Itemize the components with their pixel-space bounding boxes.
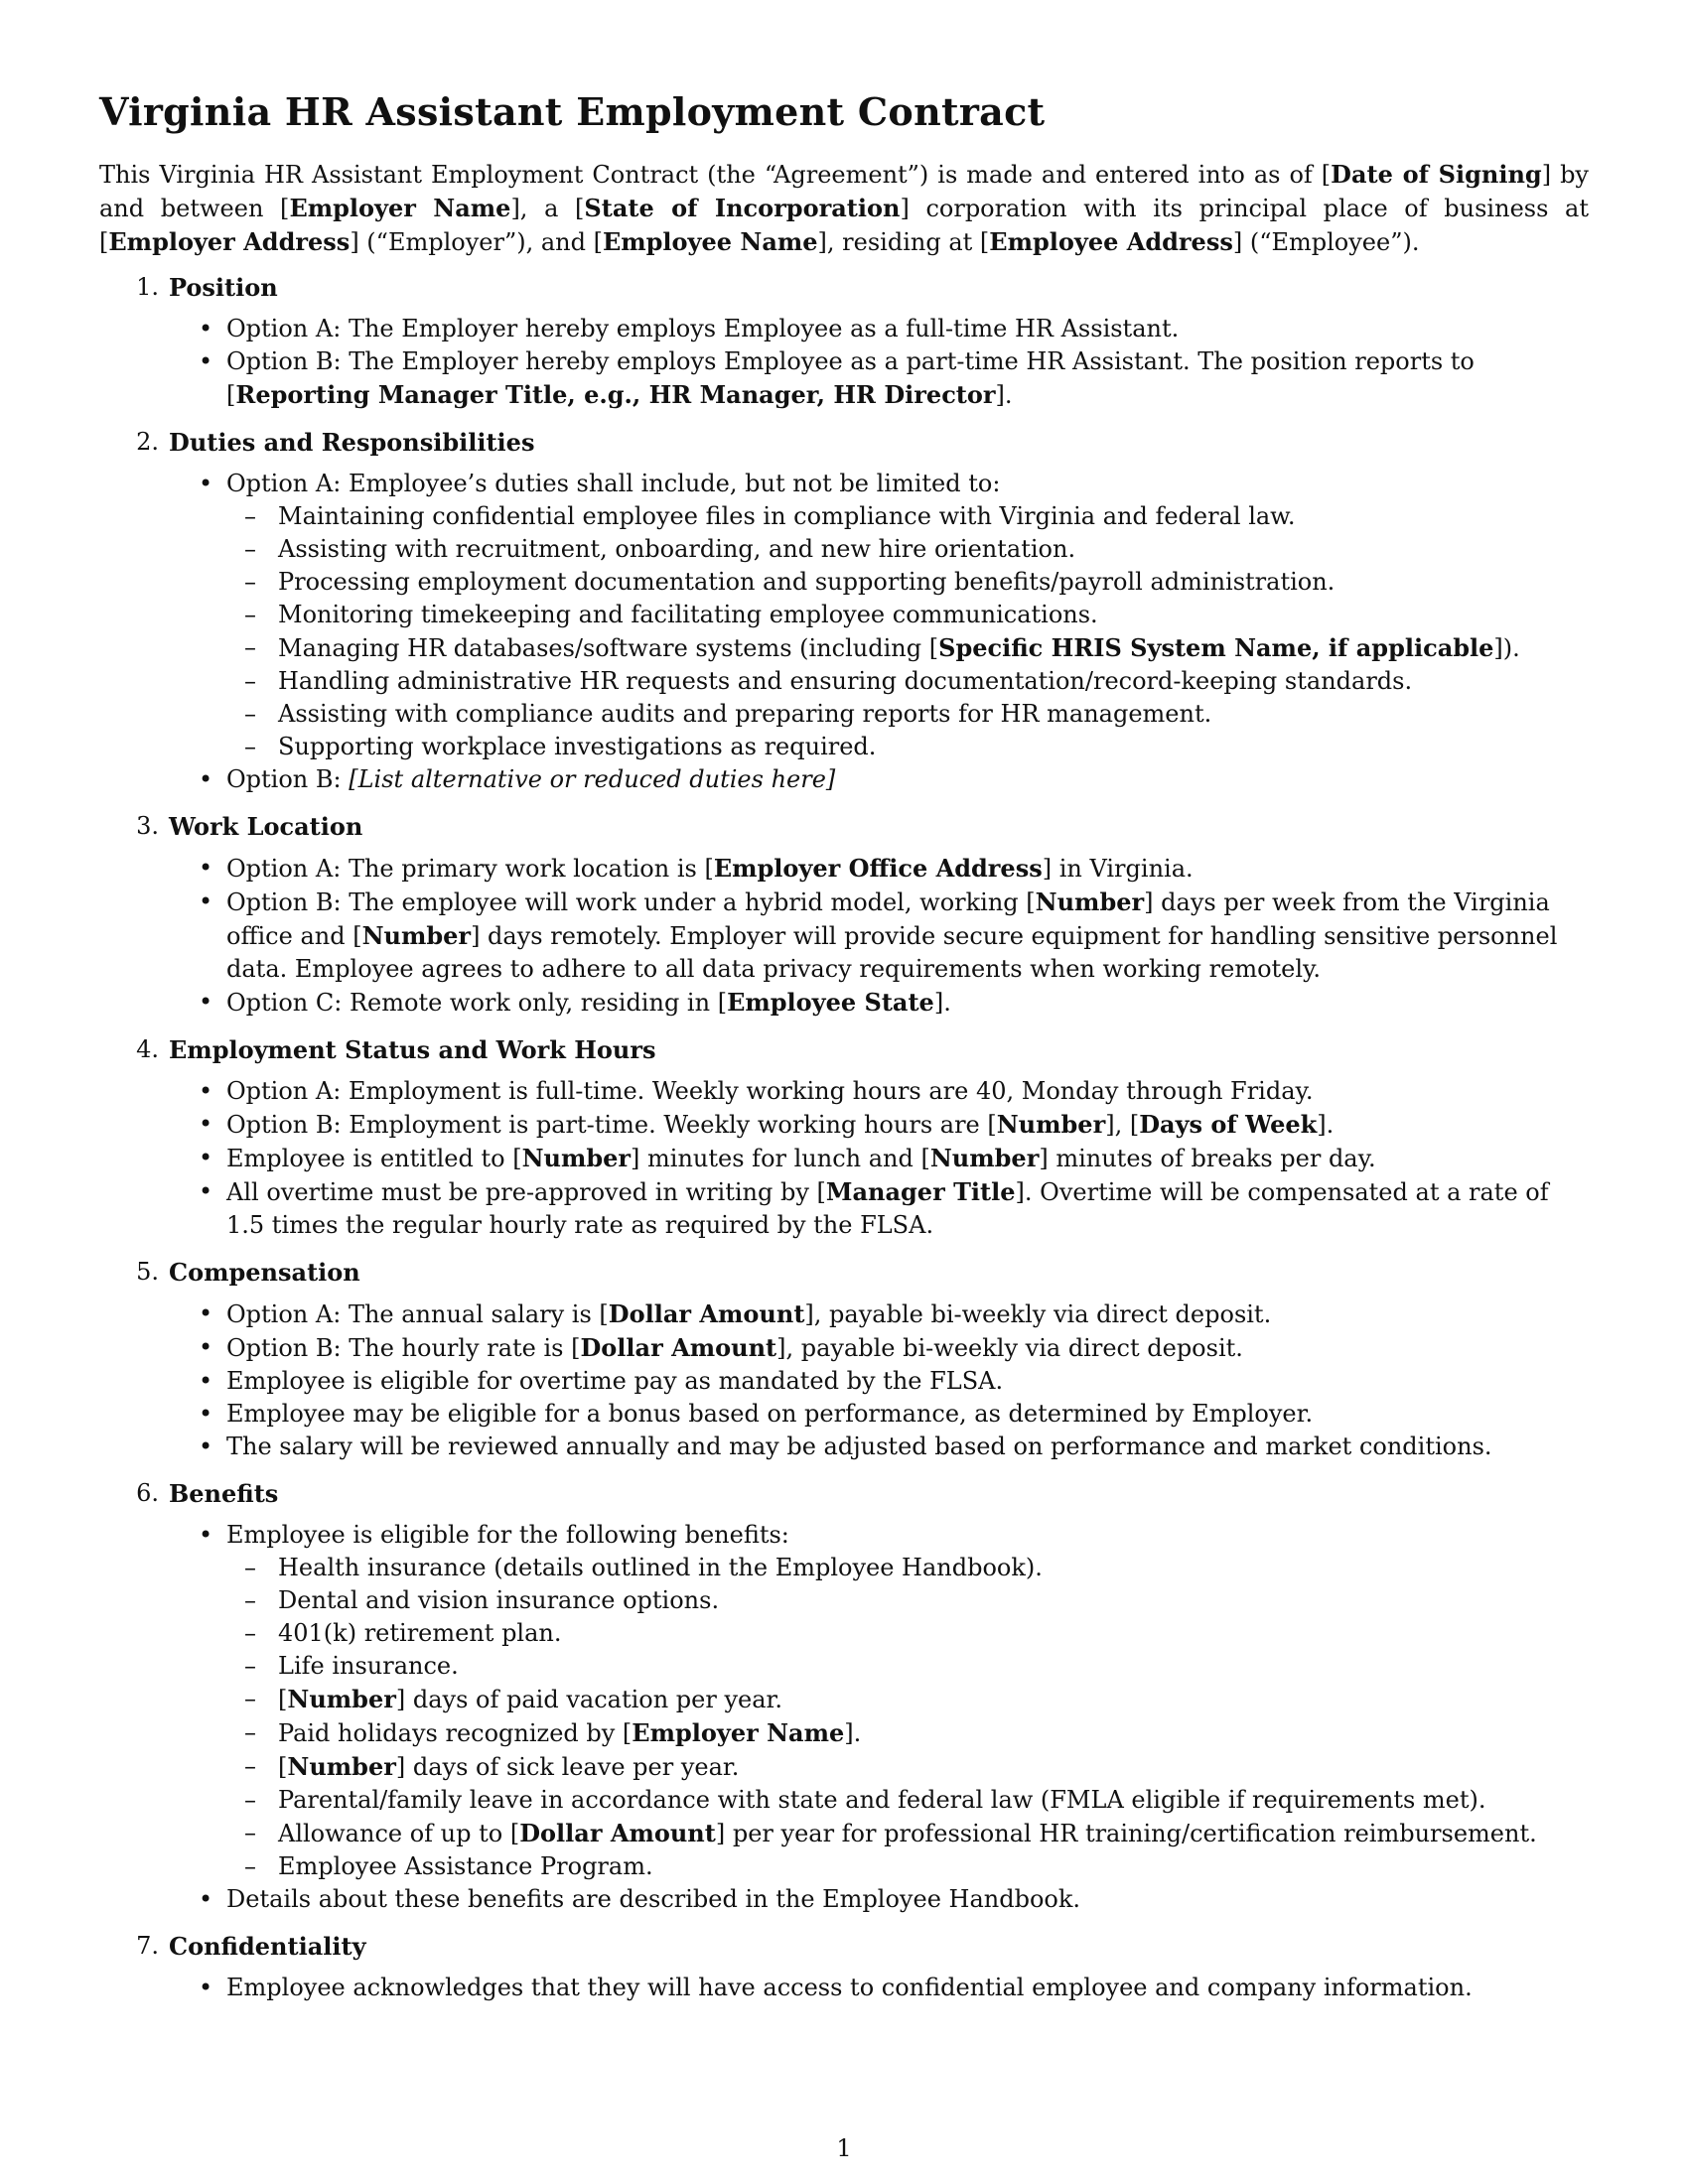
- bullet-list: [99, 852, 1589, 1020]
- bullet-list: [99, 468, 1589, 796]
- sub-list-item: – Monitoring timekeeping and facilitating employee communications.: [226, 599, 1589, 631]
- sub-list-item: – Assisting with recruitment, onboarding, and new hire orientation.: [226, 533, 1589, 566]
- section-work-location: [99, 810, 1589, 1020]
- section-heading: 1. Position: [136, 273, 278, 302]
- section-confidentiality: [99, 1930, 1589, 2004]
- sub-list-item: – Employee Assistance Program.: [226, 1850, 1589, 1883]
- list-item: • Option C: Remote work only, residing in [Employee State].: [99, 986, 1589, 1020]
- section-heading: 2. Duties and Responsibilities: [136, 428, 535, 457]
- list-item: • Employee is eligible for overtime pay as mandated by the FLSA.: [99, 1365, 1589, 1398]
- sub-list-item: – Paid holidays recognized by [Employer Name].: [226, 1716, 1589, 1750]
- list-item: • Option B: Employment is part-time. Weekly working hours are [Number], [Days of Week].: [99, 1108, 1589, 1142]
- section-heading: 5. Compensation: [136, 1258, 360, 1287]
- section-employment-status: [99, 1033, 1589, 1242]
- bullet-list: [99, 1297, 1589, 1463]
- bullet-list: [99, 1075, 1589, 1242]
- page-number: 1: [836, 2134, 852, 2162]
- bullet-list: [99, 1519, 1589, 1916]
- sub-list-item: – Dental and vision insurance options.: [226, 1584, 1589, 1617]
- sub-list-item: – [Number] days of sick leave per year.: [226, 1750, 1589, 1784]
- list-item: • Employee may be eligible for a bonus based on performance, as determined by Employer.: [99, 1398, 1589, 1431]
- sub-list-item: – Life insurance.: [226, 1650, 1589, 1683]
- list-item: • Employee is eligible for the following benefits: – Health insurance (details outlined in the Employee Handbook). – Dental and vision insurance options. – 401(k) retirement plan. – Life insurance. – [Number] days of paid vacation per year. – Paid holidays recognized by [Employer Name]. – [Number] days of sick leave per year. – Parental/family leave in accordance with state and federal law (FMLA eligible if requirements met). – Allowance of up to [Dollar Amount] per year for professional HR training/certification reimbursement. – Employee Assistance Program.: [99, 1519, 1589, 1883]
- sub-list: [226, 500, 1589, 763]
- section-heading: 7. Confidentiality: [136, 1932, 366, 1961]
- bullet-list: [99, 313, 1589, 412]
- list-item: • Details about these benefits are described in the Employee Handbook.: [99, 1883, 1589, 1916]
- list-item: • Option A: Employee’s duties shall include, but not be limited to: – Maintaining confidential employee files in compliance with Virginia and federal law. – Assisting with recruitment, onboarding, and new hire orientation. – Processing employment documentation and supporting benefits/payroll administration. – Monitoring timekeeping and facilitating employee communications. – Managing HR databases/software systems (including [Specific HRIS System Name, if applicable]). – Handling administrative HR requests and ensuring documentation/record-keeping standards. – Assisting with compliance audits and preparing reports for HR management. – Supporting workplace investigations as required.: [99, 468, 1589, 763]
- list-item: • Employee acknowledges that they will have access to confidential employee and company information.: [99, 1972, 1589, 2004]
- list-item: • Option A: Employment is full-time. Weekly working hours are 40, Monday through Friday.: [99, 1075, 1589, 1108]
- list-item: • Option A: The primary work location is [Employer Office Address] in Virginia.: [99, 852, 1589, 886]
- sub-list-item: – Maintaining confidential employee files in compliance with Virginia and federal law.: [226, 500, 1589, 533]
- list-item: • All overtime must be pre-approved in writing by [Manager Title]. Overtime will be compensated at a rate of 1.5 times the regular hourly rate as required by the FLSA.: [99, 1175, 1589, 1242]
- sub-list-item: – Parental/family leave in accordance with state and federal law (FMLA eligible if requirements met).: [226, 1784, 1589, 1817]
- sub-list-item: – Processing employment documentation and supporting benefits/payroll administration.: [226, 566, 1589, 599]
- section-heading: 4. Employment Status and Work Hours: [136, 1035, 656, 1064]
- list-item: • Employee is entitled to [Number] minutes for lunch and [Number] minutes of breaks per day.: [99, 1142, 1589, 1175]
- sub-list-item: – Health insurance (details outlined in the Employee Handbook).: [226, 1552, 1589, 1584]
- sub-list-item: – 401(k) retirement plan.: [226, 1617, 1589, 1650]
- sub-list-item: – Handling administrative HR requests and ensuring documentation/record-keeping standards.: [226, 665, 1589, 698]
- section-heading: 3. Work Location: [136, 812, 363, 841]
- intro-paragraph: This Virginia HR Assistant Employment Contract (the “Agreement”) is made and entered into as of [Date of Signing] by and between [Employer Name], a [State of Incorporation] corporation with its principal place of business at [Employer Address] (“Employer”), and [Employee Name], residing at [Employee Address] (“Employee”).: [99, 160, 1590, 256]
- sub-list: [226, 1552, 1589, 1883]
- section-position: [99, 271, 1589, 412]
- section-heading: 6. Benefits: [136, 1479, 279, 1508]
- list-item: • Option A: The annual salary is [Dollar Amount], payable bi-weekly via direct deposit.: [99, 1297, 1589, 1331]
- sub-list-item: – Allowance of up to [Dollar Amount] per year for professional HR training/certification reimbursement.: [226, 1817, 1589, 1850]
- section-compensation: [99, 1256, 1589, 1463]
- list-item: • Option A: The Employer hereby employs Employee as a full-time HR Assistant.: [99, 313, 1589, 345]
- section-benefits: [99, 1477, 1589, 1916]
- list-item: • Option B: The employee will work under a hybrid model, working [Number] days per week from the Virginia office and [Number] days remotely. Employer will provide secure equipment for handling sensitive personnel data. Employee agrees to adhere to all data privacy requirements when working remotely.: [99, 886, 1589, 986]
- sub-list-item: – [Number] days of paid vacation per year.: [226, 1683, 1589, 1716]
- list-item: • Option B: The hourly rate is [Dollar Amount], payable bi-weekly via direct deposit.: [99, 1331, 1589, 1365]
- bullet-list: [99, 1972, 1589, 2004]
- sub-list-item: – Supporting workplace investigations as required.: [226, 731, 1589, 763]
- list-item: • The salary will be reviewed annually and may be adjusted based on performance and market conditions.: [99, 1431, 1589, 1463]
- list-item: • Option B: The Employer hereby employs Employee as a part-time HR Assistant. The position reports to [Reporting Manager Title, e.g., HR Manager, HR Director].: [99, 345, 1589, 412]
- sub-list-item: – Assisting with compliance audits and preparing reports for HR management.: [226, 698, 1589, 731]
- document-title: Virginia HR Assistant Employment Contract: [99, 89, 1046, 134]
- document-page: [99, 79, 1589, 2018]
- sub-list-item: – Managing HR databases/software systems (including [Specific HRIS System Name, if applicable]).: [226, 631, 1589, 665]
- section-list: [99, 271, 1589, 2004]
- section-duties: [99, 426, 1589, 796]
- list-item: • Option B: [List alternative or reduced duties here]: [99, 763, 1589, 796]
